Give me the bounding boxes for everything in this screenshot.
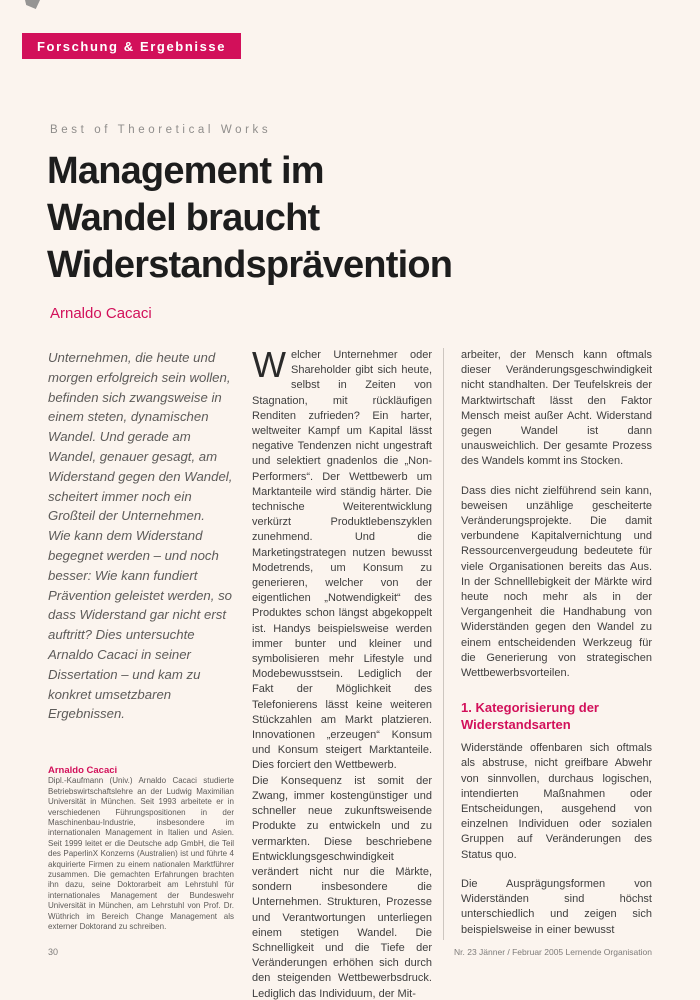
body-paragraph: Die Ausprägungsformen von Widerständen sind höchst unterschiedlich und zeigen sich beispielsweise in einer bewusst <box>461 877 652 936</box>
body-column-right <box>461 348 652 938</box>
body-column-middle <box>252 344 432 1000</box>
page-corner-mark <box>25 0 40 9</box>
author-bio-heading: Arnaldo Cacaci <box>48 765 118 776</box>
paragraph-gap <box>461 863 652 877</box>
kicker: Best of Theoretical Works <box>50 124 272 136</box>
section-banner <box>22 33 241 59</box>
author-bio <box>48 766 234 933</box>
body-paragraph: Dass dies nicht zielführend sein kann, beweisen unzählige gescheiterte Veränderungsprojekte. Die damit verbundene Kapitalvernichtung und Ressourcenvergeudung bedeutete für viele Organisationen bereits das Aus. In der Schnelllebigkeit der Märkte wird heute noch mehr als in der Vergangenheit die Handhabung von Widerständen gegen den Wandel zu einem entscheidenden Werkzeug für die Generierung von strategischen Wettbewerbsvorteilen. <box>461 484 652 680</box>
page-number: 30 <box>48 947 59 957</box>
section-banner-label: Forschung & Ergebnisse <box>37 38 227 54</box>
body-paragraph: Widerstände offenbaren sich oftmals als abstruse, nicht greifbare Abwehr von sinnvollen, durchaus logischen, intendierten Maßnahmen oder Entscheidungen, ausgehend von einzelnen Individuen oder sozialen Gruppen auf Veränderungen des Status quo. <box>461 742 652 861</box>
author-byline: Arnaldo Cacaci <box>50 305 152 322</box>
column-divider <box>443 348 444 940</box>
paragraph-gap <box>461 470 652 484</box>
author-bio-text: Dipl.-Kaufmann (Univ.) Arnaldo Cacaci studierte Betriebswirtschaftslehre an der Ludwig Maximilian Universität in München. Seit 1993 arbeitete er in verschiedenen Führungspositionen in der Maschinenbau-Industrie, insbesondere im internationalen Management in Italien und Asien. Seit 1999 leitet er die Deutsche adp GmbH, die Teil des PaperlinX Konzerns (Australien) ist und führte 4 akquirierte Firmen zu einem nationalen Marktführer zusammen. Die gemachten Erfahrungen brachten ihn dazu, seine Doktorarbeit am Lehrstuhl für internationales Management der Bundeswehr Universität in München, am Lehrstuhl von Prof. Dr. Wüthrich im Bereich Change Management als externer Doktorand zu schreiben. <box>48 776 234 932</box>
intro-paragraph: Wie kann dem Widerstand begegnet werden – und noch besser: Wie kann fundiert Prävention geleistet werden, so dass Widerstand gar nicht erst auftritt? Dies untersuchte Arnaldo Cacaci in seiner Dissertation – und kam zu konkret umsetzbaren Ergebnissen. <box>48 528 233 722</box>
intro-paragraph: Unternehmen, die heute und morgen erfolgreich sein wollen, befinden sich zwangsweise in einem steten, dynamischen Wandel. Und gerade am Wandel, genauer gesagt, am Widerstand gegen den Wandel, scheitert immer noch ein Großteil der Unternehmen. <box>48 350 233 524</box>
section-heading: 1. Kategorisierung der Widerstandsarten <box>461 700 599 733</box>
article-headline <box>47 148 667 289</box>
body-paragraph: arbeiter, der Mensch kann oftmals dieser Veränderungsgeschwindigkeit nicht standhalten. Der Teufelskreis der Marktwirtschaft lässt den Faktor Mensch meist außer Acht. Widerstand gegen Wandel ist dann unausweichlich. Der gesamte Prozess des Wandels kommt ins Stocken. <box>461 349 652 468</box>
headline-line-3: Widerstandsprävention <box>47 244 453 286</box>
headline-line-1: Management im <box>47 150 324 192</box>
intro-column <box>48 348 234 724</box>
body-paragraph-text: elcher Unternehmer oder Shareholder gibt sich heute, selbst in Zeiten von Stagnation, mit rückläufigen Renditen zufrieden? Ein harter, weltweiter Kampf um Kapital lässt negative Tendenzen nicht ungestraft und selektiert gnadenlos die „Non-Performers“. Der Wettbewerb um Marktanteile wird ständig härter. Die technische Weiterentwicklung verkürzt Produktlebenszyklen zunehmend. Und die Marketingstrategen nutzen bewusst Modetrends, um Konsum zu generieren, welcher von der eigentlichen „Notwendigkeit“ des Produktes schon längst abgekoppelt ist. Handys beispielsweise werden immer bunter und kleiner und symbolisieren mehr Lifestyle und Modebewusstsein. Lediglich der Fakt der Möglichkeit des Telefonierens lässt keine weiteren Stückzahlen am Markt platzieren. Innovationen „erzeugen“ Konsum und Konsum steigert Marktanteile. Dies forciert den Wettbewerb. <box>252 349 432 772</box>
body-paragraph <box>252 344 432 774</box>
body-paragraph: Die Konsequenz ist somit der Zwang, immer kostengünstiger und schneller neue zukunftsweisende Produkte zu entwickeln und zu vermarkten. Diese beschriebene Entwicklungsgeschwindigkeit verändert nicht nur die Märkte, sondern insbesondere die Unternehmen. Strukturen, Prozesse und Verantwortungen unterliegen einem stetigen Wandel. Die Schnelligkeit und die Tiefe der Veränderungen erhöhen sich durch den steigenden Wettbewerbsdruck. Lediglich das Individuum, der Mit- <box>252 774 432 1000</box>
issue-info: Nr. 23 Jänner / Februar 2005 Lernende Organisation <box>454 947 652 957</box>
drop-cap: W <box>252 344 286 385</box>
headline-line-2: Wandel braucht <box>47 197 320 239</box>
